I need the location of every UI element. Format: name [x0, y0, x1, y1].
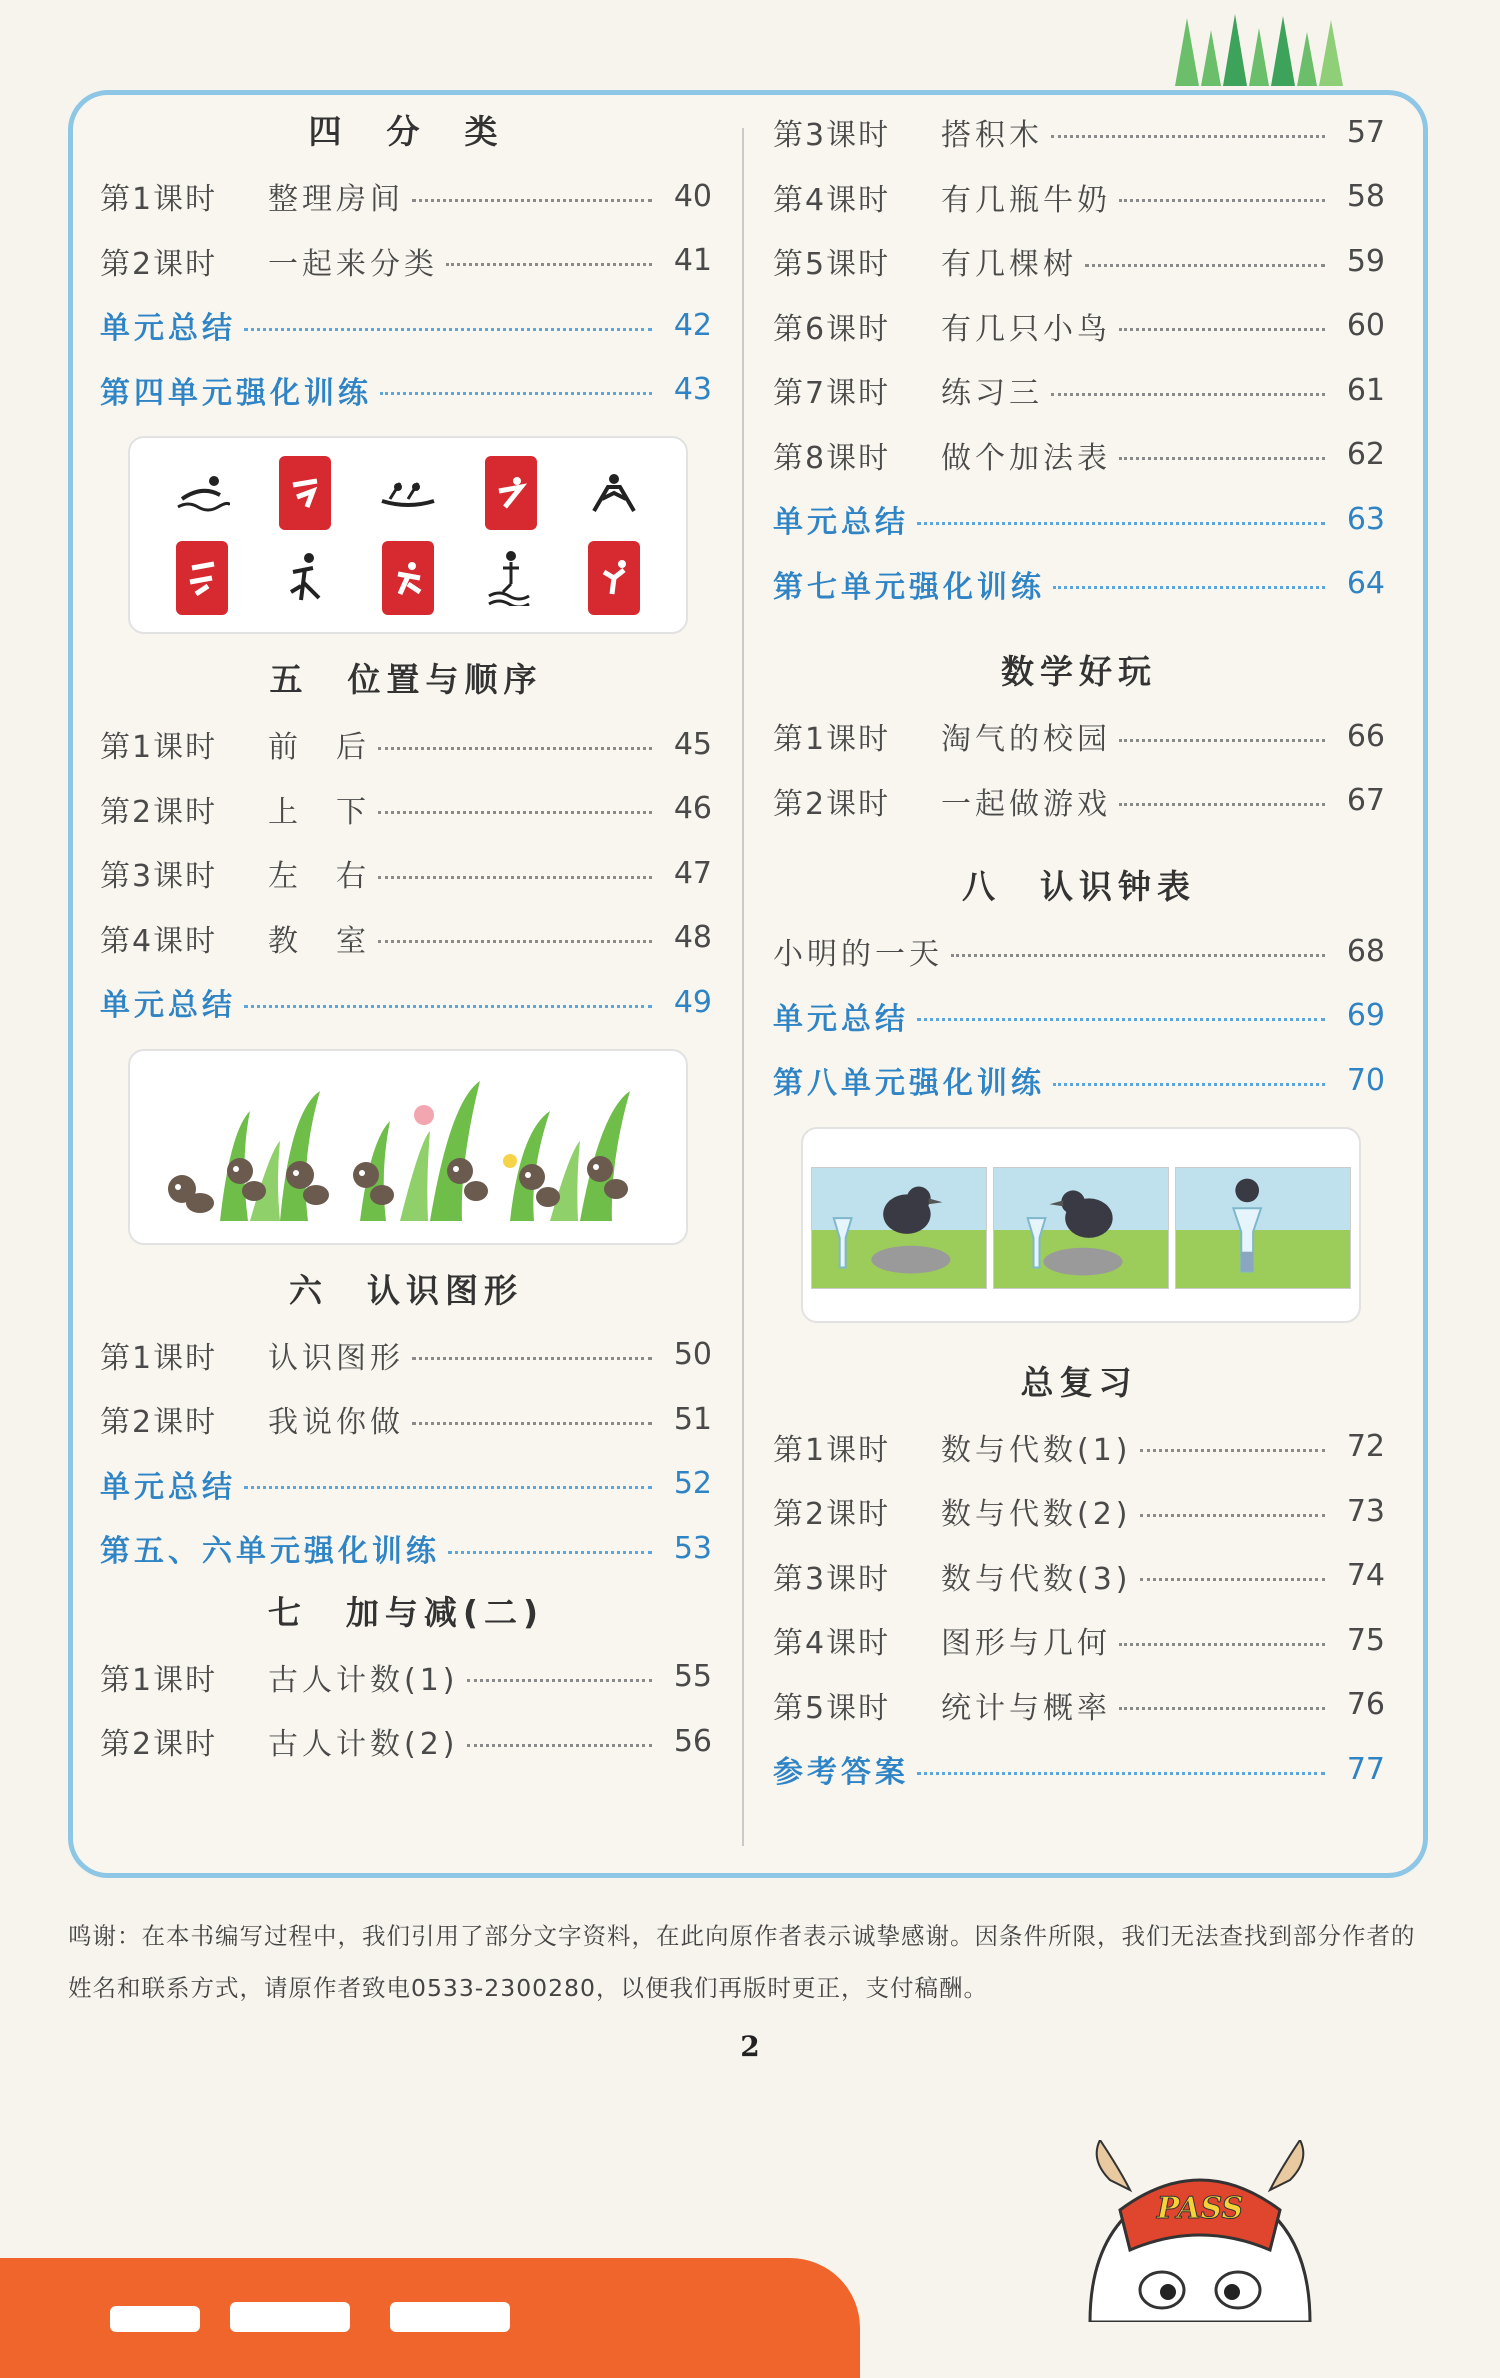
toc-row[interactable] — [773, 100, 1385, 165]
toc-row-training[interactable] — [773, 1048, 1385, 1113]
page-number: 46 — [673, 791, 712, 827]
rowing-pictogram-icon — [376, 461, 440, 525]
topic-label: 统计与概率 — [941, 1690, 1111, 1726]
page-number: 50 — [673, 1337, 712, 1373]
toc-row[interactable] — [773, 704, 1385, 769]
topic-label: 我说你做 — [268, 1405, 404, 1441]
lesson-label: 第4课时 — [773, 182, 891, 218]
crow-panel-1 — [811, 1167, 987, 1289]
dot-leader — [1119, 199, 1325, 202]
page-number: 75 — [1346, 1622, 1385, 1658]
lesson-label: 第2课时 — [100, 246, 218, 282]
dot-leader — [244, 328, 652, 331]
page-number: 47 — [673, 855, 712, 891]
page-number-footer: 2 — [740, 2030, 760, 2063]
toc-row[interactable] — [100, 164, 712, 229]
dot-leader — [1119, 1643, 1325, 1646]
toc-row-summary[interactable] — [100, 1452, 712, 1517]
topic-label: 认识图形 — [268, 1340, 404, 1376]
page-number: 63 — [1346, 501, 1385, 537]
section-title: 八 认识钟表 — [962, 867, 1196, 906]
lesson-label: 第1课时 — [100, 182, 218, 218]
lesson-label: 第6课时 — [773, 311, 891, 347]
dot-leader — [1119, 1707, 1325, 1710]
dot-leader — [412, 199, 652, 202]
topic-label: 单元总结 — [100, 1469, 236, 1505]
dot-leader — [378, 811, 652, 814]
swimming-pictogram-icon — [170, 461, 234, 525]
toc-row[interactable] — [773, 229, 1385, 294]
topic-label: 练习三 — [941, 376, 1043, 412]
page-number: 53 — [673, 1530, 712, 1566]
toc-left-column — [100, 100, 712, 1774]
dot-leader — [917, 1018, 1325, 1021]
lesson-label: 第8课时 — [773, 440, 891, 476]
topic-label: 单元总结 — [773, 1001, 909, 1037]
toc-row-training[interactable] — [100, 1516, 712, 1581]
page-number: 68 — [1346, 933, 1385, 969]
section-title: 总复习 — [1020, 1362, 1138, 1402]
topic-label: 整理房间 — [268, 182, 404, 218]
page-number: 69 — [1346, 998, 1385, 1034]
diving-pictogram-icon — [479, 546, 543, 610]
topic-label: 有几只小鸟 — [941, 311, 1111, 347]
toc-row[interactable] — [773, 1544, 1385, 1609]
page-number: 66 — [1346, 718, 1385, 754]
toc-row[interactable] — [773, 1608, 1385, 1673]
dot-leader — [1140, 1514, 1326, 1517]
dot-leader — [917, 1772, 1325, 1775]
pass-cow-mascot-icon — [1050, 2140, 1350, 2322]
page-number: 43 — [673, 372, 712, 408]
red-seal-sport-icon — [485, 456, 537, 530]
section-title: 数学好玩 — [1001, 652, 1157, 691]
red-seal-sport-icon — [176, 541, 228, 615]
lesson-label: 第3课时 — [773, 118, 891, 154]
toc-row-summary[interactable] — [100, 970, 712, 1035]
topic-label: 做个加法表 — [941, 440, 1111, 476]
topic-label: 数与代数(1) — [941, 1432, 1132, 1468]
topic-label: 前 后 — [268, 730, 370, 766]
page-number: 57 — [1346, 114, 1385, 150]
page-number: 77 — [1346, 1751, 1385, 1787]
dot-leader — [1119, 328, 1325, 331]
lesson-label: 第2课时 — [100, 1405, 218, 1441]
lesson-label: 第1课时 — [773, 1432, 891, 1468]
toc-row[interactable] — [100, 712, 712, 777]
topic-label: 小明的一天 — [773, 937, 943, 973]
crow-and-bottle-illustration — [801, 1127, 1361, 1323]
page-number: 49 — [673, 984, 712, 1020]
page-number: 74 — [1346, 1558, 1385, 1594]
topic-label: 教 室 — [268, 923, 370, 959]
dot-leader — [448, 1551, 652, 1554]
topic-label: 淘气的校园 — [941, 722, 1111, 758]
toc-row[interactable] — [100, 1387, 712, 1452]
topic-label: 搭积木 — [941, 118, 1043, 154]
page-number: 52 — [673, 1466, 712, 1502]
toc-row[interactable] — [773, 165, 1385, 230]
topic-label: 古人计数(1) — [268, 1662, 459, 1698]
page-number: 42 — [673, 307, 712, 343]
toc-row[interactable] — [773, 769, 1385, 834]
toc-row[interactable] — [773, 294, 1385, 359]
column-divider — [742, 128, 744, 1846]
lesson-label: 第4课时 — [773, 1626, 891, 1662]
dot-leader — [467, 1679, 653, 1682]
page-number: 55 — [673, 1659, 712, 1695]
topic-label: 古人计数(2) — [268, 1727, 459, 1763]
dot-leader — [378, 940, 652, 943]
toc-row[interactable] — [100, 906, 712, 971]
lesson-label: 第2课时 — [773, 1497, 891, 1533]
red-seal-sport-icon — [382, 541, 434, 615]
toc-row-summary[interactable] — [100, 293, 712, 358]
lesson-label: 第4课时 — [100, 923, 218, 959]
page-number: 40 — [673, 178, 712, 214]
topic-label: 第七单元强化训练 — [773, 569, 1045, 605]
topic-label: 参考答案 — [773, 1755, 909, 1791]
toc-row[interactable] — [773, 919, 1385, 984]
toc-row[interactable] — [100, 229, 712, 294]
pine-trees-decoration — [1165, 8, 1355, 88]
dot-leader — [380, 392, 652, 395]
section-title: 六 认识图形 — [289, 1270, 523, 1310]
lesson-label: 第7课时 — [773, 376, 891, 412]
red-seal-sport-icon — [588, 541, 640, 615]
page-number: 70 — [1346, 1062, 1385, 1098]
crow-panel-2 — [993, 1167, 1169, 1289]
lesson-label: 第1课时 — [100, 730, 218, 766]
dot-leader — [1140, 1449, 1326, 1452]
topic-label: 图形与几何 — [941, 1626, 1111, 1662]
lesson-label: 第5课时 — [773, 1690, 891, 1726]
lesson-label: 第3课时 — [773, 1561, 891, 1597]
dot-leader — [1053, 1083, 1325, 1086]
page-number: 48 — [673, 920, 712, 956]
red-seal-sport-icon — [279, 456, 331, 530]
topic-label: 单元总结 — [773, 505, 909, 541]
toc-row-summary[interactable] — [773, 984, 1385, 1049]
section-title: 七 加与减(二) — [267, 1592, 545, 1632]
dot-leader — [244, 1005, 652, 1008]
topic-label: 一起做游戏 — [941, 786, 1111, 822]
toc-row[interactable] — [100, 841, 712, 906]
toc-row-training[interactable] — [100, 358, 712, 423]
dot-leader — [378, 876, 652, 879]
page-number: 64 — [1346, 566, 1385, 602]
toc-row[interactable] — [100, 1645, 712, 1710]
page-number: 73 — [1346, 1493, 1385, 1529]
page-number: 51 — [673, 1401, 712, 1437]
topic-label: 一起来分类 — [268, 246, 438, 282]
topic-label: 左 右 — [268, 859, 370, 895]
toc-row[interactable] — [100, 1709, 712, 1774]
lesson-label: 第5课时 — [773, 247, 891, 283]
toc-row[interactable] — [773, 1415, 1385, 1480]
topic-label: 数与代数(3) — [941, 1561, 1132, 1597]
mascot-logo-text: PASS — [1156, 2191, 1244, 2226]
gymnastics-pictogram-icon — [582, 461, 646, 525]
page-number: 56 — [673, 1723, 712, 1759]
toc-row-training[interactable] — [773, 552, 1385, 617]
topic-label: 有几瓶牛奶 — [941, 182, 1111, 218]
page-number: 76 — [1346, 1687, 1385, 1723]
dot-leader — [951, 954, 1325, 957]
topic-label: 第八单元强化训练 — [773, 1066, 1045, 1102]
sports-pictograms-illustration — [128, 436, 688, 634]
section-title: 四 分 类 — [308, 112, 504, 151]
dot-leader — [1119, 739, 1325, 742]
lesson-label: 第1课时 — [773, 722, 891, 758]
lesson-label: 第2课时 — [100, 794, 218, 830]
dot-leader — [244, 1486, 652, 1489]
page-number: 61 — [1346, 372, 1385, 408]
page-number: 45 — [673, 726, 712, 762]
lesson-label: 第2课时 — [773, 786, 891, 822]
page-number: 62 — [1346, 437, 1385, 473]
dot-leader — [917, 522, 1325, 525]
topic-label: 有几棵树 — [941, 247, 1077, 283]
dot-leader — [1119, 457, 1325, 460]
toc-row-answers[interactable] — [773, 1737, 1385, 1802]
banner-lettering-icon — [110, 2292, 670, 2332]
toc-row[interactable] — [773, 358, 1385, 423]
topic-label: 数与代数(2) — [941, 1497, 1132, 1533]
dot-leader — [446, 263, 652, 266]
toc-row-summary[interactable] — [773, 487, 1385, 552]
toc-row[interactable] — [773, 1673, 1385, 1738]
dot-leader — [1051, 393, 1325, 396]
toc-row[interactable] — [100, 777, 712, 842]
lesson-label: 第1课时 — [100, 1340, 218, 1376]
dot-leader — [1051, 135, 1325, 138]
ants-in-grass-illustration — [128, 1049, 688, 1245]
dot-leader — [412, 1422, 652, 1425]
lesson-label: 第1课时 — [100, 1662, 218, 1698]
page-number: 41 — [673, 243, 712, 279]
toc-row[interactable] — [100, 1323, 712, 1388]
crow-panel-3 — [1175, 1167, 1351, 1289]
section-title: 五 位置与顺序 — [269, 660, 543, 699]
page-number: 67 — [1346, 783, 1385, 819]
dot-leader — [412, 1357, 652, 1360]
toc-row[interactable] — [773, 423, 1385, 488]
topic-label: 第五、六单元强化训练 — [100, 1534, 440, 1570]
toc-right-column — [773, 100, 1385, 1802]
topic-label: 单元总结 — [100, 988, 236, 1024]
page-number: 60 — [1346, 308, 1385, 344]
dot-leader — [467, 1744, 653, 1747]
dot-leader — [1053, 586, 1325, 589]
page-number: 72 — [1346, 1429, 1385, 1465]
dot-leader — [378, 747, 652, 750]
topic-label: 单元总结 — [100, 311, 236, 347]
lesson-label: 第3课时 — [100, 859, 218, 895]
dot-leader — [1119, 803, 1325, 806]
page-number: 59 — [1346, 243, 1385, 279]
dot-leader — [1140, 1578, 1326, 1581]
acknowledgement-note: 鸣谢：在本书编写过程中，我们引用了部分文字资料，在此向原作者表示诚挚感谢。因条件所限，我们无法查找到部分作者的姓名和联系方式，请原作者致电0533-2300280，以便我们再版时更正，支付稿酬。 — [68, 1922, 1416, 2002]
dot-leader — [1085, 264, 1325, 267]
topic-label: 上 下 — [268, 794, 370, 830]
athletics-pictogram-icon — [273, 546, 337, 610]
topic-label: 第四单元强化训练 — [100, 375, 372, 411]
lesson-label: 第2课时 — [100, 1727, 218, 1763]
page-number: 58 — [1346, 179, 1385, 215]
toc-row[interactable] — [773, 1479, 1385, 1544]
